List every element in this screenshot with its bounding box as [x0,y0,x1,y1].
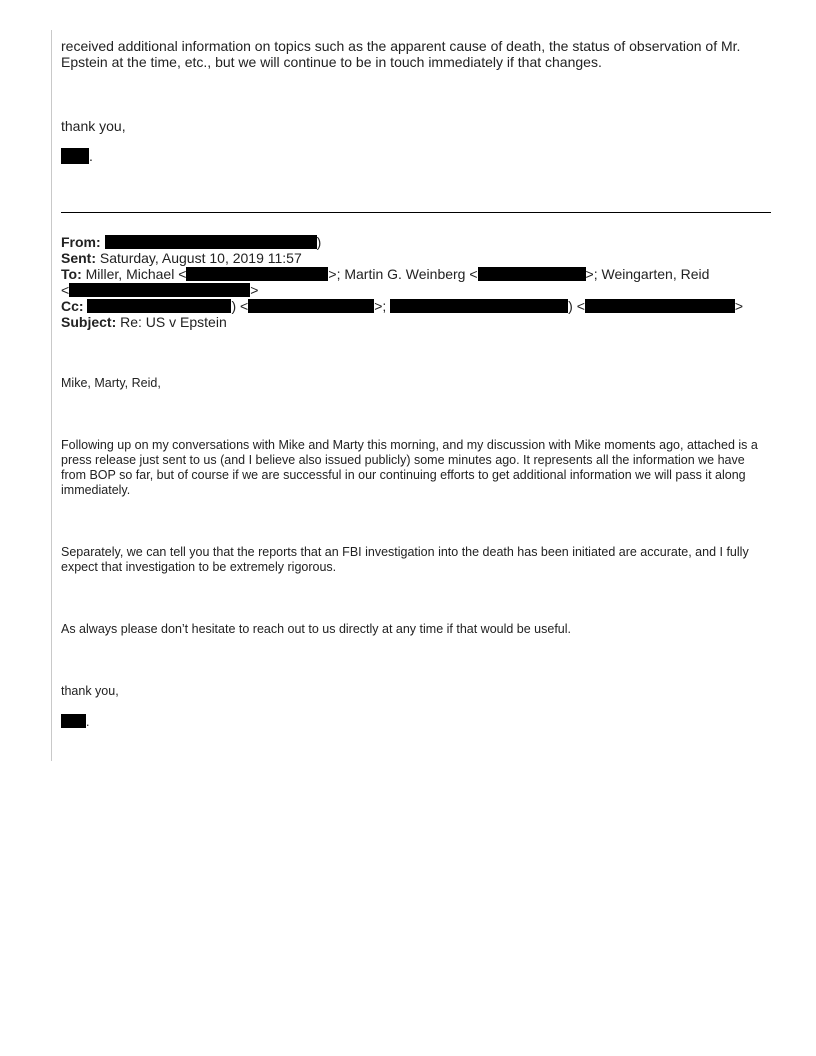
cc-sep-2: >; [374,298,387,314]
redaction-block [69,283,250,297]
subject-line [61,314,227,330]
to-line [61,266,709,282]
cc-sep-3: ) < [568,298,585,314]
quote-bar [51,30,52,761]
redaction-block [61,714,86,728]
from-line [61,234,321,250]
body-signoff: thank you, [61,684,119,698]
cc-sep-1: ) < [231,298,249,314]
sent-value: Saturday, August 10, 2019 11:57 [99,250,302,266]
body-signature [61,714,89,730]
signature-suffix: . [86,715,90,729]
cc-label: Cc: [61,298,84,314]
sent-line [61,250,302,266]
body-paragraph-2: Separately, we can tell you that the reports that an FBI investigation into the death has been initiated are accurate, and I fully expect that investigation to be extremely rigorous. [61,545,749,574]
to-cont-close: > [250,282,259,298]
cc-line [61,298,743,314]
redaction-block [105,235,317,249]
greeting: Mike, Marty, Reid, [61,376,161,390]
from-label: From: [61,234,101,250]
top-paragraph: received additional information on topics such as the apparent cause of death, the status of observation of Mr. Epstein at the time, etc., but we will continue to be in touch immediately if that changes. [61,38,741,70]
top-signature [61,148,93,164]
to-label: To: [61,266,82,282]
to-recipient-1: Miller, Michael < [85,266,187,282]
subject-value: Re: US v Epstein [120,314,227,330]
redaction-block [61,148,89,164]
separator-line [61,212,771,213]
signature-suffix: . [89,148,93,164]
redaction-block [585,299,735,313]
body-paragraph-1: Following up on my conversations with Mike and Marty this morning, and my discussion with Mike moments ago, attached is a press release just sent to us (and I believe also issued publicly) some minutes ago. It represents all the information we have from BOP so far, but of course if we are successful in our continuing efforts to get additional information we will pass it along immediately. [61,438,758,497]
from-close: ) [316,234,322,250]
redaction-block [390,299,568,313]
to-recipient-3: >; Weingarten, Reid [585,266,710,282]
to-recipient-2: >; Martin G. Weinberg < [328,266,478,282]
cc-sep-4: > [734,298,744,314]
subject-label: Subject: [61,314,117,330]
sent-label: Sent: [61,250,96,266]
to-line-cont [61,282,258,298]
body-paragraph-3: As always please don’t hesitate to reach out to us directly at any time if that would be useful. [61,622,572,636]
to-cont-open: < [61,282,70,298]
redaction-block [186,267,328,281]
top-signoff: thank you, [61,118,126,134]
redaction-block [248,299,374,313]
redaction-block [87,299,231,313]
redaction-block [478,267,586,281]
